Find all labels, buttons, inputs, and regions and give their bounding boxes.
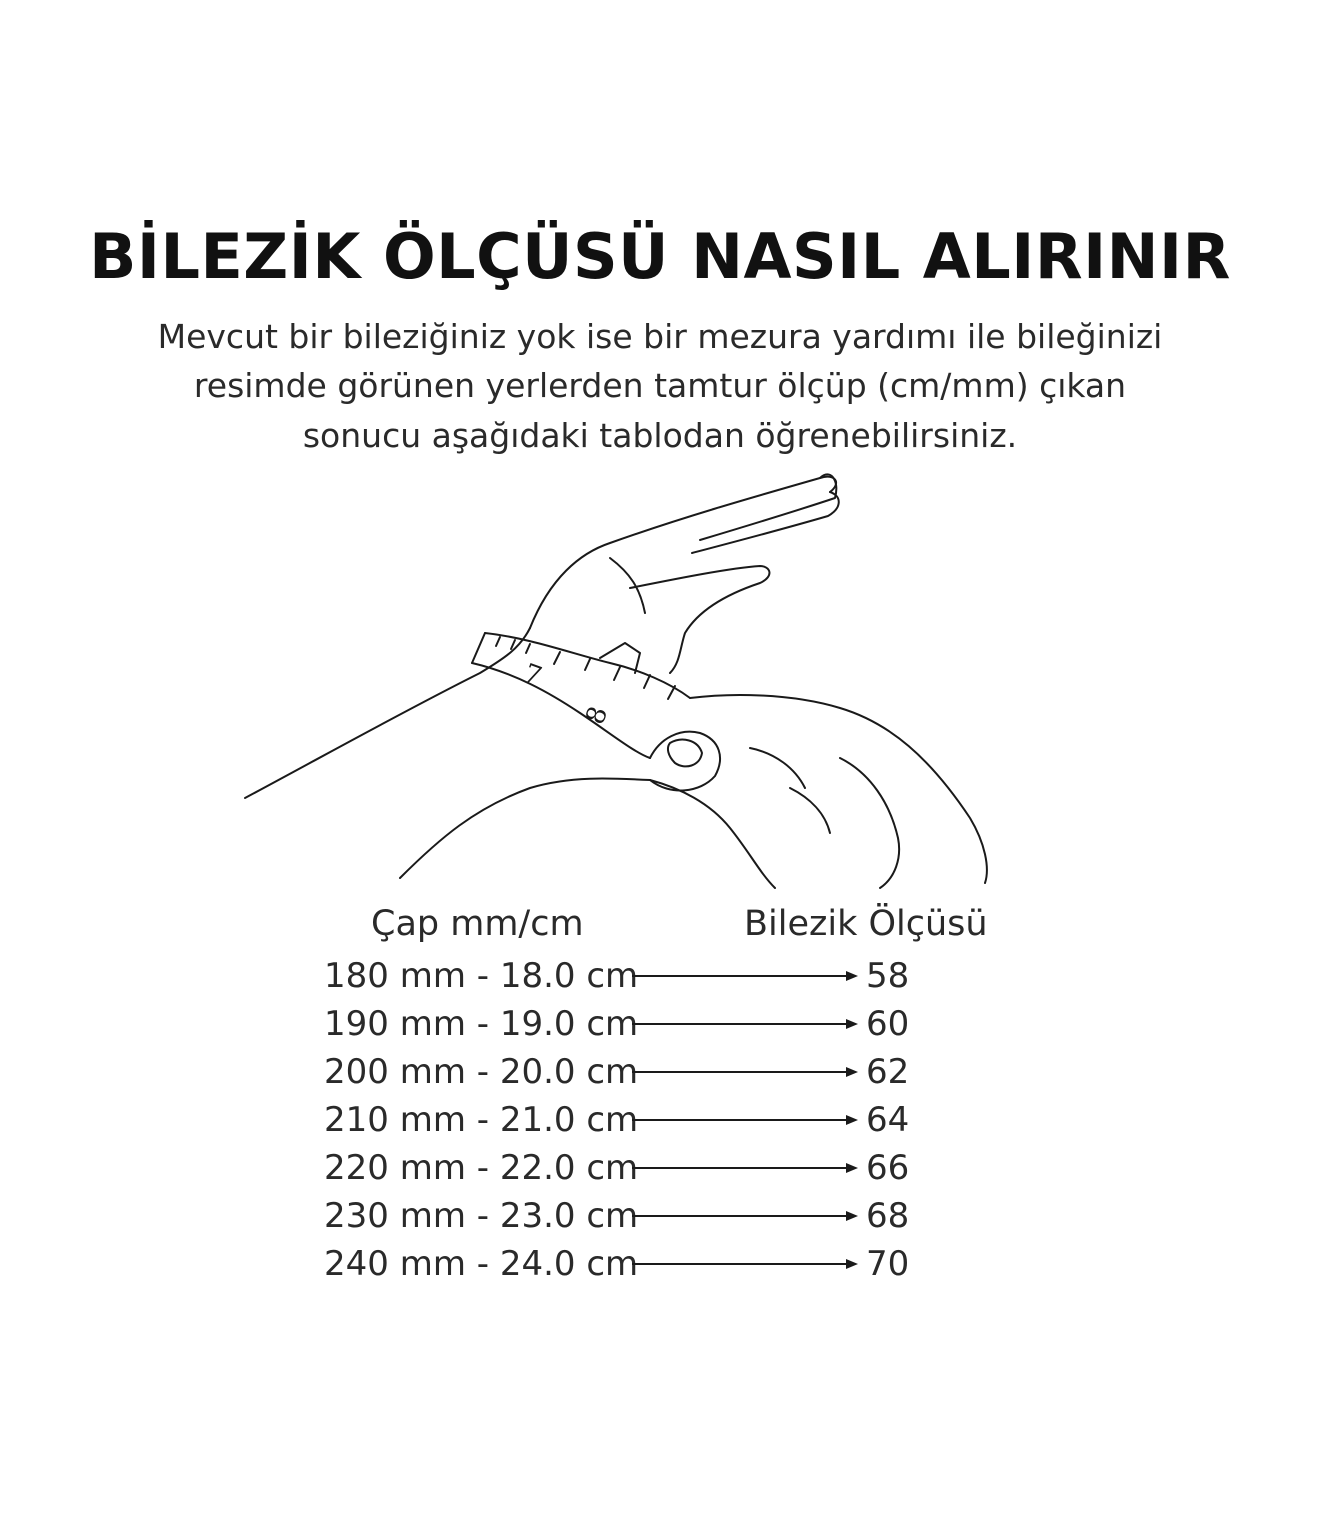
arrow-right-icon — [632, 1159, 862, 1177]
hand-back-outline — [530, 477, 836, 628]
arrow-right-icon — [632, 1255, 862, 1273]
thumb-nail — [668, 740, 702, 767]
intro-line-1: Mevcut bir bileziğiniz yok ise bir mezura yardımı ile bileğinizi — [157, 317, 1163, 356]
measurement-value: 240 mm - 24.0 cm — [324, 1244, 639, 1284]
column-header-diameter: Çap mm/cm — [371, 904, 584, 944]
table-row — [0, 1048, 1320, 1096]
table-row — [0, 1144, 1320, 1192]
arrow-right-icon — [632, 1207, 862, 1225]
column-header-bracelet-size: Bilezik Ölçüsü — [744, 904, 988, 944]
bracelet-size-value: 68 — [866, 1196, 910, 1236]
measurement-value: 220 mm - 22.0 cm — [324, 1148, 639, 1188]
measurement-value: 200 mm - 20.0 cm — [324, 1052, 639, 1092]
bracelet-size-value: 60 — [866, 1004, 910, 1044]
arrow-right-icon — [632, 1063, 862, 1081]
forearm-outline — [245, 628, 530, 798]
finger-tip — [692, 492, 839, 553]
table-row — [0, 1000, 1320, 1048]
bracelet-size-value: 62 — [866, 1052, 910, 1092]
tape-number-8: 8 — [580, 702, 615, 729]
thumb-outline — [630, 566, 769, 673]
measurement-value: 190 mm - 19.0 cm — [324, 1004, 639, 1044]
arrow-right-icon — [632, 1015, 862, 1033]
bracelet-size-value: 70 — [866, 1244, 910, 1284]
holding-hand-outline — [650, 780, 775, 888]
measurement-value: 230 mm - 23.0 cm — [324, 1196, 639, 1236]
bracelet-size-value: 66 — [866, 1148, 910, 1188]
intro-line-2: resimde görünen yerlerden tamtur ölçüp (cm/mm) çıkan — [193, 366, 1127, 405]
tape-band-left-edge — [472, 633, 485, 663]
wrist-measuring-illustration — [230, 458, 1010, 898]
bracelet-size-value: 58 — [866, 956, 910, 996]
table-row — [0, 1240, 1320, 1288]
measurement-value: 180 mm - 18.0 cm — [324, 956, 639, 996]
bracelet-size-value: 64 — [866, 1100, 910, 1140]
arrow-right-icon — [632, 1111, 862, 1129]
tape-band-bottom — [472, 663, 650, 758]
finger-curl — [840, 758, 899, 888]
table-row — [0, 1192, 1320, 1240]
arrow-right-icon — [632, 967, 862, 985]
intro-line-3: sonucu aşağıdaki tablodan öğrenebilirsiniz. — [302, 416, 1018, 455]
knuckle-line-1 — [750, 748, 805, 788]
table-row — [0, 952, 1320, 1000]
table-row — [0, 1096, 1320, 1144]
holding-hand-top — [690, 695, 987, 883]
forearm-lower-outline — [400, 778, 650, 878]
page-title: BİLEZİK ÖLÇÜSÜ NASIL ALIRINIR — [89, 220, 1231, 293]
tape-number-7: 7 — [519, 658, 546, 693]
measurement-value: 210 mm - 21.0 cm — [324, 1100, 639, 1140]
tape-ticks — [496, 637, 675, 699]
knuckle-line-2 — [790, 788, 830, 833]
